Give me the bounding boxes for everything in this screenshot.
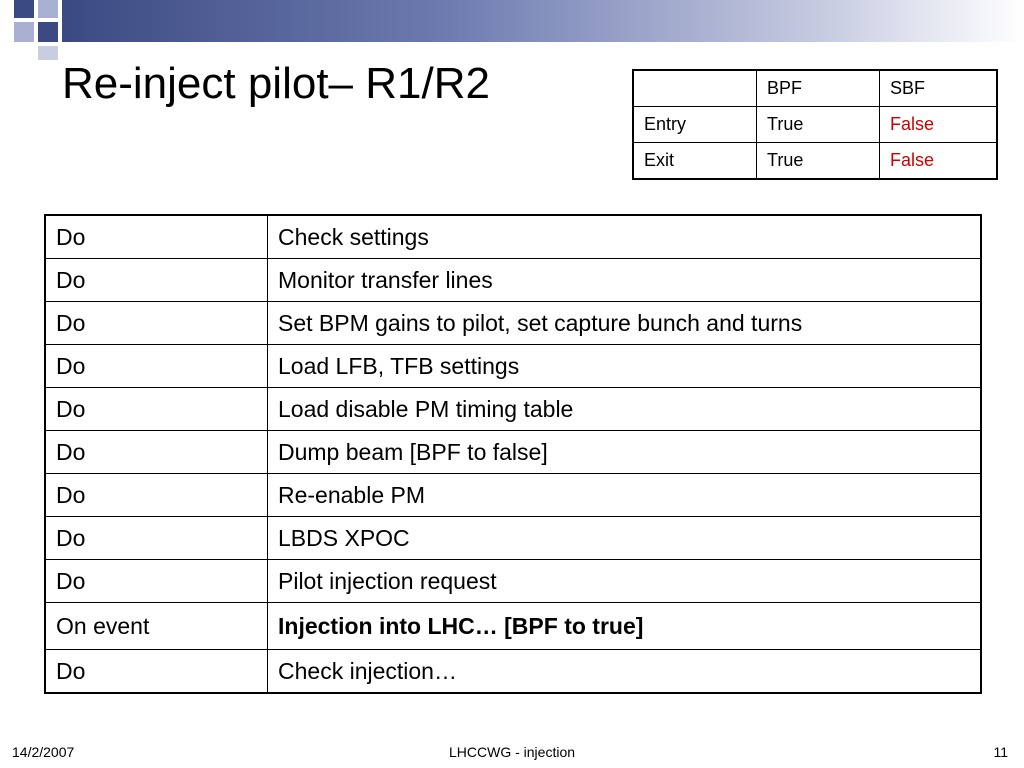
table-row	[45, 431, 981, 474]
table-row	[45, 345, 981, 388]
table-cell: Do	[45, 474, 268, 517]
footer-title: LHCCWG - injection	[448, 744, 576, 760]
table-cell: Injection into LHC… [BPF to true]	[268, 603, 982, 650]
table-cell: Entry	[633, 107, 757, 143]
table-cell: True	[757, 143, 880, 180]
table-row	[633, 143, 997, 180]
table-row	[45, 474, 981, 517]
table-cell	[633, 70, 757, 107]
decor-square	[38, 22, 58, 42]
table-row	[45, 517, 981, 560]
table-cell: Do	[45, 517, 268, 560]
table-cell: True	[757, 107, 880, 143]
header-gradient-bar	[62, 0, 1024, 42]
table-cell: False	[880, 107, 998, 143]
flags-table	[632, 69, 998, 180]
decor-square	[38, 0, 58, 18]
table-cell: BPF	[757, 70, 880, 107]
table-row	[633, 107, 997, 143]
table-row	[45, 650, 981, 694]
table-cell: Load LFB, TFB settings	[268, 345, 982, 388]
table-row	[45, 215, 981, 259]
table-cell: Do	[45, 302, 268, 345]
table-cell: Do	[45, 650, 268, 694]
table-cell: Do	[45, 560, 268, 603]
table-row	[45, 603, 981, 650]
table-cell: Do	[45, 388, 268, 431]
decor-square	[38, 46, 58, 60]
table-cell: False	[880, 143, 998, 180]
table-cell: Exit	[633, 143, 757, 180]
table-cell: LBDS XPOC	[268, 517, 982, 560]
decor-square	[14, 22, 34, 42]
table-row	[45, 388, 981, 431]
decor-square	[14, 0, 34, 18]
table-cell: Check settings	[268, 215, 982, 259]
slide-title: Re-inject pilot– R1/R2	[62, 59, 490, 108]
table-cell: Re-enable PM	[268, 474, 982, 517]
table-cell: Do	[45, 259, 268, 302]
table-cell: Monitor transfer lines	[268, 259, 982, 302]
table-cell: Do	[45, 431, 268, 474]
table-cell: Check injection…	[268, 650, 982, 694]
steps-table	[44, 214, 982, 694]
footer-date: 14/2/2007	[12, 744, 75, 760]
table-cell: SBF	[880, 70, 998, 107]
table-cell: Load disable PM timing table	[268, 388, 982, 431]
table-row	[45, 560, 981, 603]
table-row	[45, 302, 981, 345]
table-cell: Pilot injection request	[268, 560, 982, 603]
table-cell: Do	[45, 215, 268, 259]
table-cell: Dump beam [BPF to false]	[268, 431, 982, 474]
table-cell: Do	[45, 345, 268, 388]
table-row	[45, 259, 981, 302]
table-row	[633, 70, 997, 107]
table-cell: On event	[45, 603, 268, 650]
footer-page-number: 11	[993, 744, 1008, 760]
table-cell: Set BPM gains to pilot, set capture bunch and turns	[268, 302, 982, 345]
